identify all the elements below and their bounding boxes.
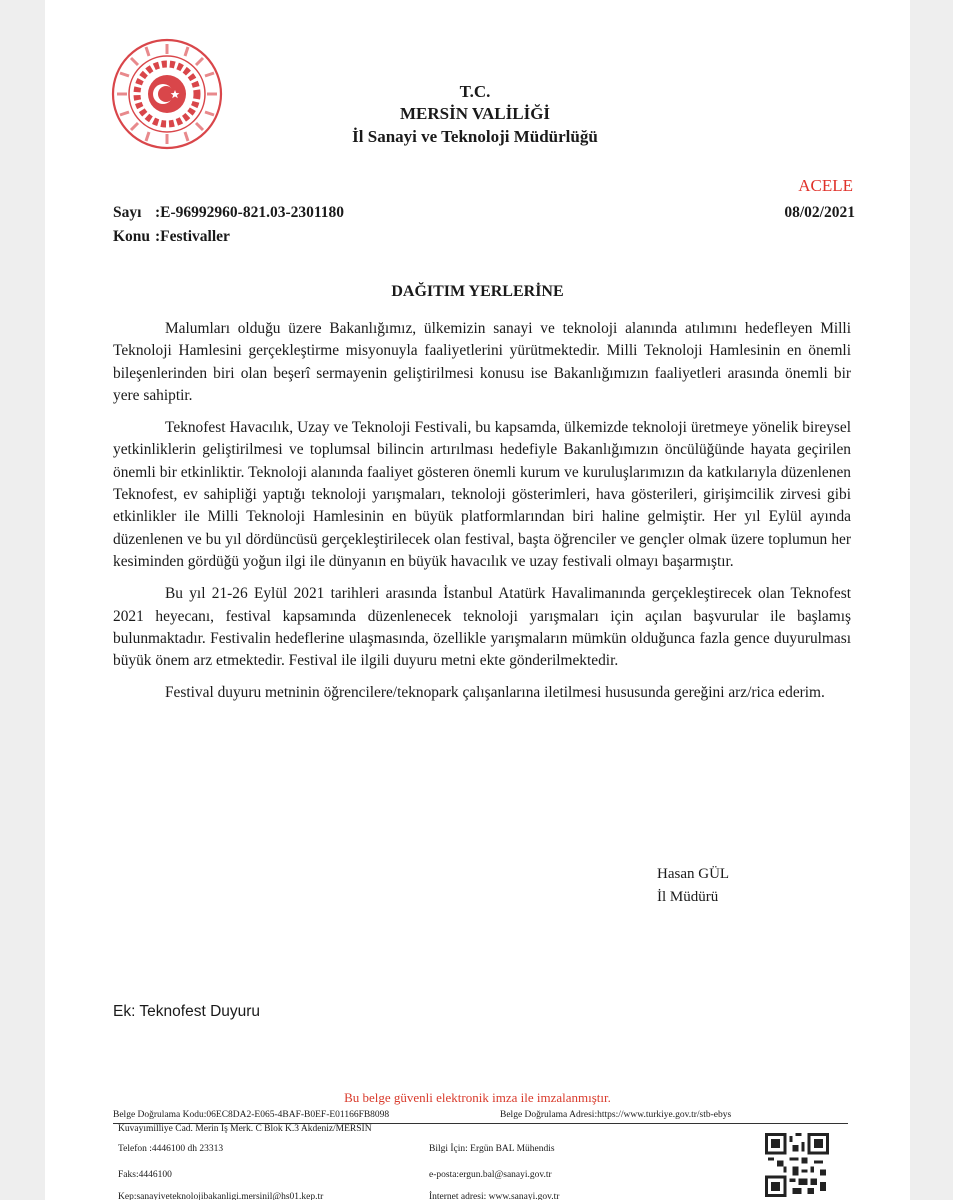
footer-phone: Telefon :4446100 dh 23313 <box>118 1144 224 1154</box>
konu-label: Konu <box>113 228 151 245</box>
header-governorship: MERSİN VALİLİĞİ <box>399 104 551 123</box>
verify-address: Belge Doğrulama Adresi:https://www.turkiye.gov.tr/stb-ebys <box>500 1110 732 1120</box>
letter-body <box>113 318 851 715</box>
document-page <box>45 0 910 1200</box>
paragraph: Bu yıl 21-26 Eylül 2021 tarihleri arasında İstanbul Atatürk Havalimanında gerçekleştirecek olan Teknofest 2021 heyecanı, festival kapsamında düzenlenecek teknoloji yarışmaları için açılan başvurular ile başlamış bulunmaktadır. Festivalin hedeflerine ulaşmasında, özellikle yarışmaların mümkün olduğunca fazla gence duyurulması büyük önem arz etmektedir. Festival ile ilgili duyuru metni ekte gönderilmektedir. <box>113 585 851 670</box>
esign-note: Bu belge güvenli elektronik imza ile imzalanmıştır. <box>344 1090 611 1105</box>
paragraph: Teknofest Havacılık, Uzay ve Teknoloji Festivali, bu kapsamda, ülkemizde teknoloji üretmeye yönelik bireysel yetkinliklerin geliştirilmesi ve toplumsal bilincin artırılması hedefiyle Bakanlığımızın öncülüğünde hayata geçirilen önemli bir etkinliktir. Teknoloji alanında faaliyet gösteren önemli kurum ve kuruluşlarımızın da katkılarıyla düzenlenen Teknofest, ev sahipliği yaptığı teknoloji yarışmaları, teknoloji gösterimleri, hava gösterileri, girişimcilik zirvesi gibi etkinlikler ile Milli Teknoloji Hamlesinin en büyük platformlarından biri haline gelmiştir. Her yıl Eylül ayında düzenlenen ve bu yıl dördüncüsü gerçekleştirilecek olan festival, başta öğrenciler ve gençler olmak üzere toplumun her kesiminden gördüğü yoğun ilgi ile dünyanın en büyük havacılık ve uzay festivali olmayı başarmıştır. <box>113 419 851 570</box>
footer-web: İnternet adresi: www.sanayi.gov.tr <box>429 1192 560 1200</box>
sayi-value: :E-96992960-821.03-2301180 <box>155 204 345 221</box>
recipient-title: DAĞITIM YERLERİNE <box>391 283 564 300</box>
signatory-title: İl Müdürü <box>657 889 719 905</box>
attachment-line: Ek: Teknofest Duyuru <box>113 1003 261 1020</box>
footer-fax: Faks:4446100 <box>118 1170 172 1180</box>
footer-address: Kuvayımilliye Cad. Merin İş Merk. C Blok K.3 Akdeniz/MERSİN <box>118 1124 372 1134</box>
qr-code-icon <box>765 1133 829 1197</box>
sayi-label: Sayı <box>113 204 142 221</box>
footer-email: e-posta:ergun.bal@sanayi.gov.tr <box>429 1170 552 1180</box>
konu-value: :Festivaller <box>155 228 230 245</box>
paragraph: Malumları olduğu üzere Bakanlığımız, ülkemizin sanayi ve teknoloji alanında atılımını hedefleyen Milli Teknoloji Hamlesini gerçekleştirme misyonuyla faaliyetlerini yürütmektedir. Milli Teknoloji Hamlesinin en önemli bileşenlerinden biri olan beşerî sermayenin geliştirilmesi konusu ise Bakanlığımızın faaliyetleri arasında önemli bir yere sahiptir. <box>113 320 851 404</box>
footer-kep: Kep:sanayiveteknolojibakanligi.mersinil@hs01.kep.tr <box>118 1192 324 1200</box>
urgent-label: ACELE <box>798 176 853 195</box>
verify-code: Belge Doğrulama Kodu:06EC8DA2-E065-4BAF-B0EF-E01166FB8098 <box>113 1110 390 1120</box>
header-tc: T.C. <box>459 82 491 101</box>
ministry-seal-icon <box>111 38 223 150</box>
document-date: 08/02/2021 <box>784 204 855 221</box>
paragraph: Festival duyuru metninin öğrencilere/teknopark çalışanlarına iletilmesi hususunda gereğini arz/rica ederim. <box>165 684 825 702</box>
footer-info: Bilgi İçin: Ergün BAL Mühendis <box>429 1144 555 1154</box>
signatory-name: Hasan GÜL <box>657 866 730 882</box>
header-directorate: İl Sanayi ve Teknoloji Müdürlüğü <box>352 127 598 146</box>
